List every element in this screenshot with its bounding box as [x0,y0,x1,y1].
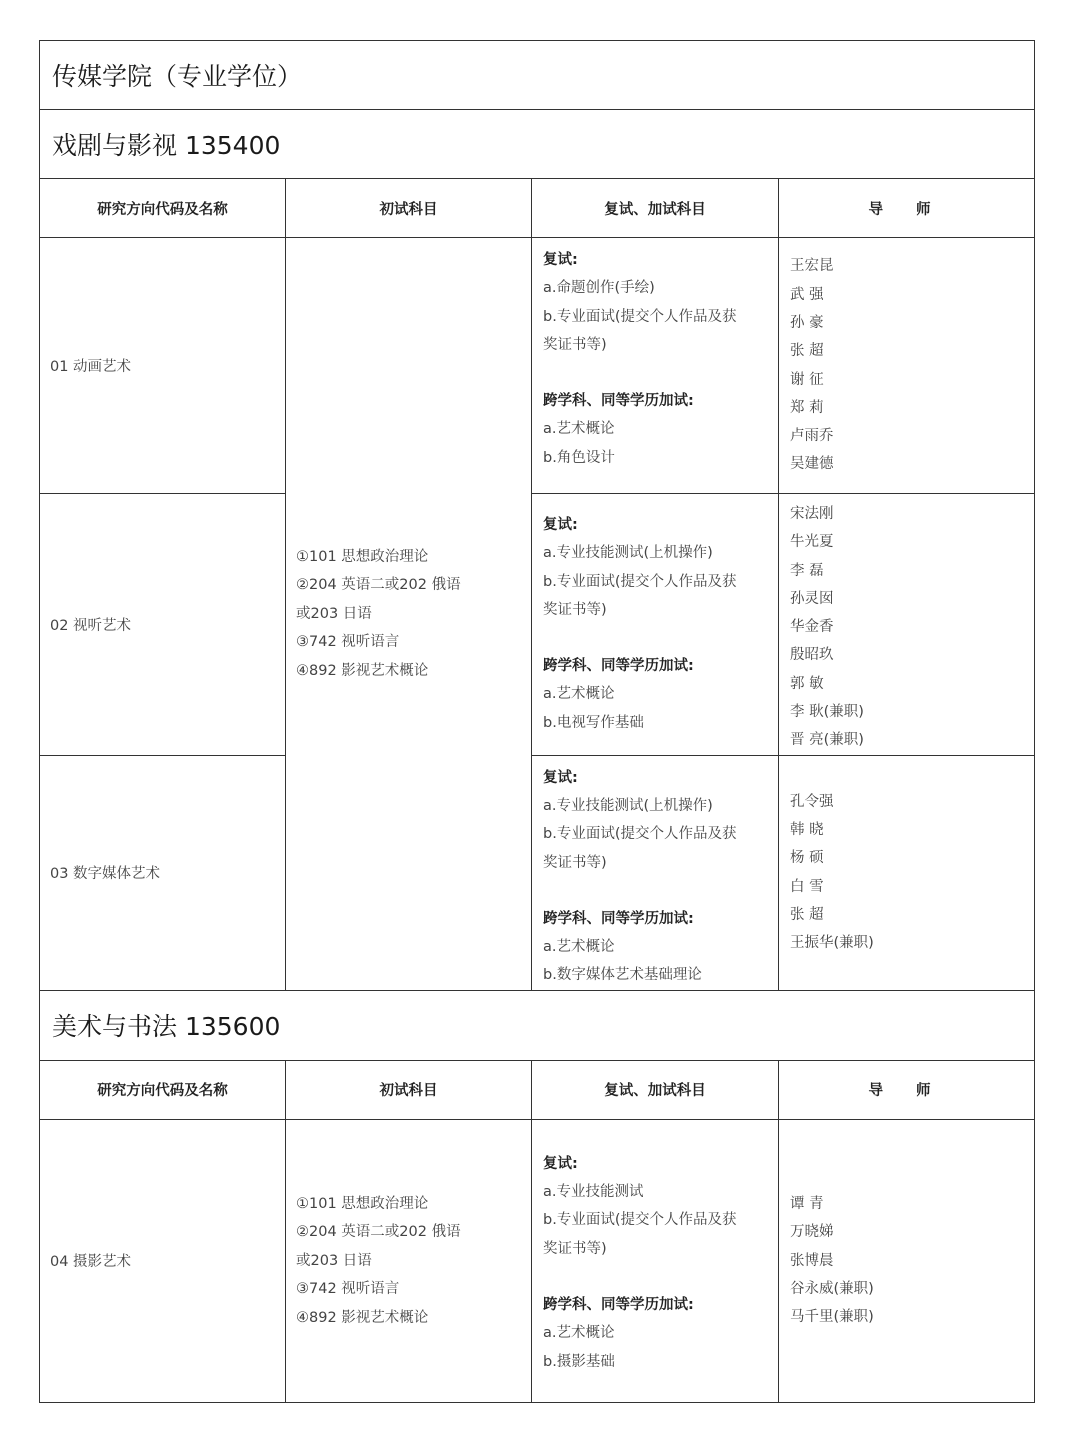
tutor-name: 万晓娣 [790,1224,834,1241]
reexam-cell [532,494,779,756]
extra-exam-item: a.艺术概论 [543,686,615,703]
tutor-name: 晋 亮(兼职) [790,732,864,749]
reexam-cell [532,755,779,990]
header-tutor: 导 师 [779,1060,1035,1119]
tutor-name: 李 耿(兼职) [790,704,864,721]
tutor-name: 孔令强 [790,793,834,810]
table-row [40,494,1035,756]
header-initial-subjects: 初试科目 [286,1060,532,1119]
college-title: 传媒学院（专业学位） [40,41,1035,110]
direction-cell: 04 摄影艺术 [40,1119,286,1402]
reexam-item: a.命题创作(手绘) [543,280,655,297]
reexam-label: 复试: [543,252,578,268]
reexam-label: 复试: [543,517,578,533]
subject-line: ③742 视听语言 [296,634,400,651]
tutor-name: 郭 敏 [790,675,824,692]
tutor-name: 华金香 [790,619,834,636]
tutor-name: 李 磊 [790,562,824,579]
reexam-item: 奖证书等) [543,336,607,353]
reexam-cell [532,238,779,494]
initial-subjects-cell [286,1119,532,1402]
tutor-name: 孙 豪 [790,314,824,331]
reexam-cell [532,1119,779,1402]
subject-line: 或203 日语 [296,605,372,622]
tutor-name: 孙灵囡 [790,590,834,607]
tutor-name: 谢 征 [790,371,824,388]
subject-line: ②204 英语二或202 俄语 [296,577,461,594]
reexam-label: 复试: [543,769,578,786]
extra-exam-label: 跨学科、同等学历加试: [543,658,694,675]
table-row [40,1119,1035,1402]
subject-line: ③742 视听语言 [296,1281,400,1297]
extra-exam-label: 跨学科、同等学历加试: [543,1296,694,1313]
direction-cell: 01 动画艺术 [40,238,286,494]
table-row [40,755,1035,990]
major-title-drama-film: 戏剧与影视 135400 [40,110,1035,179]
tutor-cell [779,238,1035,494]
subject-line: ①101 思想政治理论 [296,1195,429,1212]
tutor-name: 白 雪 [790,878,824,895]
tutor-name: 牛光夏 [790,534,834,551]
extra-exam-label: 跨学科、同等学历加试: [543,393,694,410]
initial-subjects-cell [286,238,532,991]
reexam-item: a.专业技能测试(上机操作) [543,797,713,814]
header-direction: 研究方向代码及名称 [40,1060,286,1119]
reexam-item: b.专业面试(提交个人作品及获 [543,308,737,325]
table-row [40,238,1035,494]
tutor-name: 郑 莉 [790,399,824,416]
reexam-item: a.专业技能测试 [543,1184,644,1201]
tutor-name: 谷永威(兼职) [790,1280,874,1297]
header-initial-subjects: 初试科目 [286,179,532,238]
tutor-name: 王宏昆 [790,258,834,275]
tutor-name: 武 强 [790,286,824,303]
subject-line: ②204 英语二或202 俄语 [296,1224,461,1240]
header-reexam-subjects: 复试、加试科目 [532,1060,779,1119]
extra-exam-item: a.艺术概论 [543,1325,615,1342]
tutor-name: 王振华(兼职) [790,935,874,952]
extra-exam-item: b.数字媒体艺术基础理论 [543,967,702,984]
extra-exam-item: a.艺术概论 [543,939,615,956]
tutor-cell [779,494,1035,756]
header-tutor: 导 师 [779,179,1035,238]
tutor-name: 杨 硕 [790,850,824,867]
reexam-item: 奖证书等) [543,854,607,871]
reexam-item: 奖证书等) [543,1240,607,1257]
major-title-fine-arts: 美术与书法 135600 [40,990,1035,1060]
tutor-cell [779,1119,1035,1402]
reexam-item: b.专业面试(提交个人作品及获 [543,573,737,590]
tutor-name: 谭 青 [790,1196,824,1212]
extra-exam-label: 跨学科、同等学历加试: [543,910,694,927]
subject-line: ④892 影视艺术概论 [296,1309,429,1326]
subject-line: 或203 日语 [296,1252,372,1269]
header-reexam-subjects: 复试、加试科目 [532,179,779,238]
subject-line: ①101 思想政治理论 [296,548,429,565]
subject-line: ④892 影视艺术概论 [296,662,429,679]
tutor-name: 马千里(兼职) [790,1309,874,1326]
direction-cell: 03 数字媒体艺术 [40,755,286,990]
tutor-name: 吴建德 [790,456,834,473]
header-direction: 研究方向代码及名称 [40,179,286,238]
extra-exam-item: b.电视写作基础 [543,714,644,731]
extra-exam-item: b.摄影基础 [543,1353,615,1370]
extra-exam-item: a.艺术概论 [543,421,615,438]
tutor-name: 张 超 [790,343,824,360]
tutor-name: 殷昭玖 [790,647,834,664]
reexam-item: b.专业面试(提交个人作品及获 [543,826,737,843]
reexam-item: 奖证书等) [543,601,607,618]
admission-table [39,40,1035,1403]
extra-exam-item: b.角色设计 [543,449,615,466]
reexam-label: 复试: [543,1155,578,1172]
tutor-name: 宋法刚 [790,506,834,522]
tutor-name: 张 超 [790,907,824,923]
direction-cell: 02 视听艺术 [40,494,286,756]
tutor-name: 卢雨乔 [790,428,834,445]
tutor-cell [779,755,1035,990]
reexam-item: b.专业面试(提交个人作品及获 [543,1212,737,1229]
tutor-name: 韩 晓 [790,822,824,839]
reexam-item: a.专业技能测试(上机操作) [543,545,713,562]
tutor-name: 张博晨 [790,1252,834,1269]
